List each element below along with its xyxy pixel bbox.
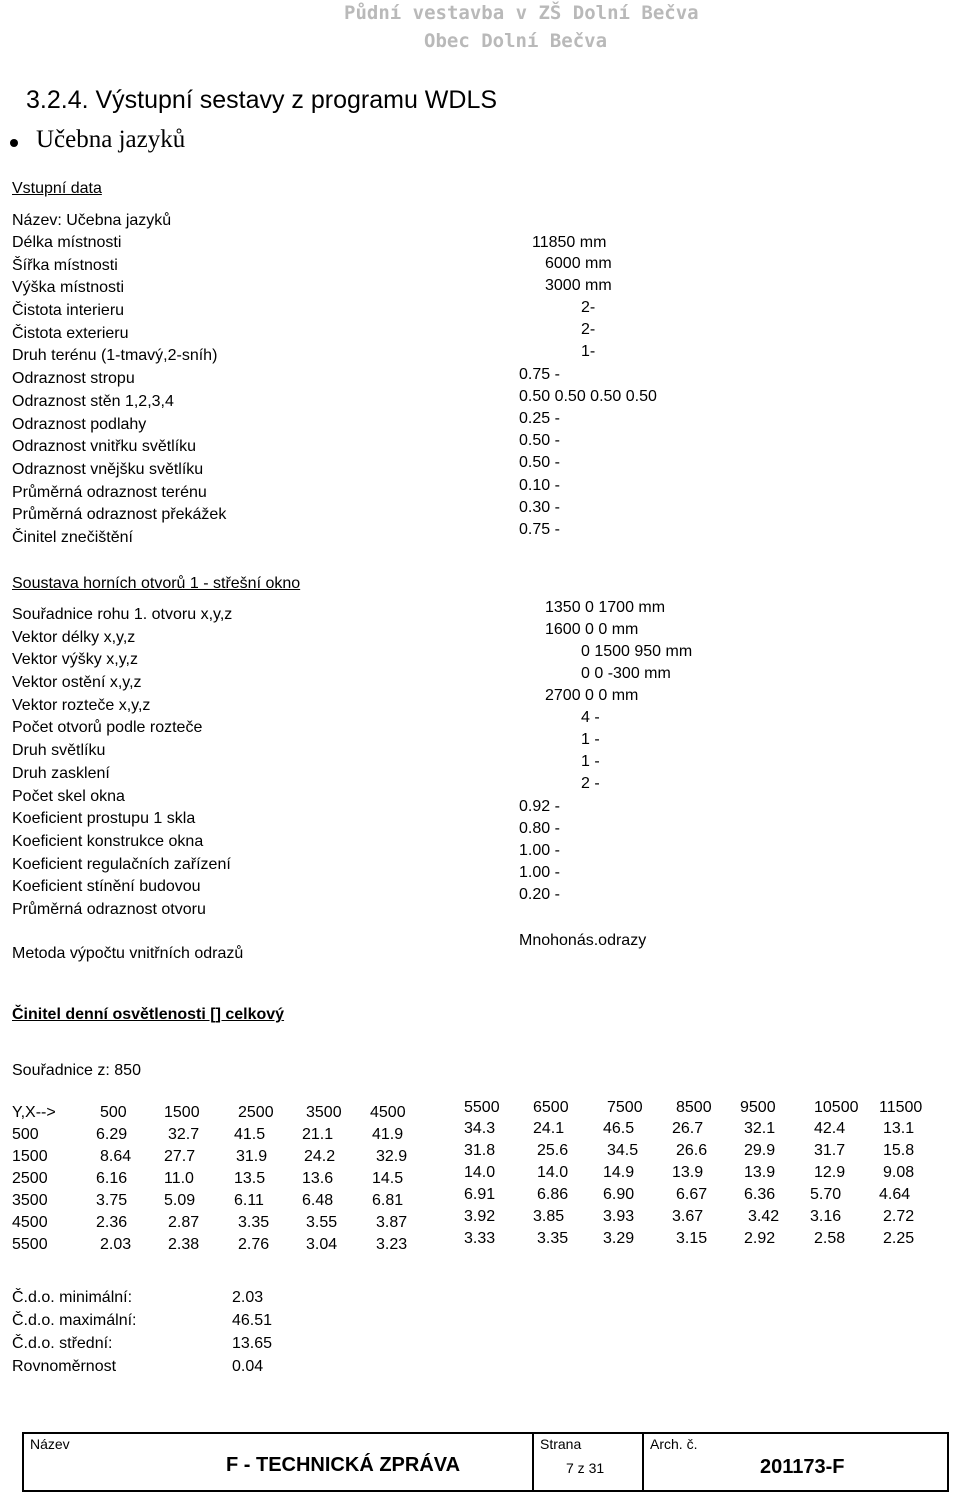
openings-label: Počet skel okna xyxy=(12,787,125,805)
openings-value: 0 0 -300 mm xyxy=(581,665,671,682)
table2-cell: 3.93 xyxy=(603,1208,635,1225)
table1-col-header: 500 xyxy=(100,1104,127,1121)
openings-value: 1.00 - xyxy=(519,864,560,881)
table2-cell: 26.7 xyxy=(672,1120,704,1137)
table2-cell: 46.5 xyxy=(603,1120,635,1137)
table2-cell: 3.35 xyxy=(537,1230,569,1247)
table2-cell: 6.36 xyxy=(744,1186,776,1203)
input-label: Čistota exterieru xyxy=(12,324,129,342)
table1-cell: 6.16 xyxy=(96,1170,128,1187)
table2-col-header: 8500 xyxy=(676,1099,712,1116)
table1-cell: 5.09 xyxy=(164,1192,196,1209)
table2-cell: 14.0 xyxy=(464,1164,496,1181)
openings-heading: Soustava horních otvorů 1 - střešní okno xyxy=(12,575,301,592)
table2-cell: 14.0 xyxy=(537,1164,569,1181)
footer-page-value: 7 z 31 xyxy=(566,1460,605,1476)
table2-cell: 2.58 xyxy=(814,1230,846,1247)
input-label: Výška místnosti xyxy=(12,279,125,297)
table2-cell: 12.9 xyxy=(814,1164,846,1181)
input-label: Odraznost stropu xyxy=(12,370,135,388)
openings-value: 1600 0 0 mm xyxy=(545,621,639,638)
table1-cell: 2.03 xyxy=(100,1236,132,1253)
input-label: Délka místnosti xyxy=(12,234,122,251)
table1-col-header: 2500 xyxy=(238,1104,274,1121)
table1-row-header: 3500 xyxy=(12,1192,48,1209)
openings-label: Druh světlíku xyxy=(12,742,106,760)
table2-cell: 5.70 xyxy=(810,1186,842,1203)
input-label: Průměrná odraznost překážek xyxy=(12,506,227,524)
openings-value: 1.00 - xyxy=(519,842,560,859)
table2-cell: 4.64 xyxy=(879,1186,911,1203)
table2-col-header: 9500 xyxy=(740,1099,776,1116)
openings-value: 1 - xyxy=(581,753,600,770)
table2-cell: 31.8 xyxy=(464,1142,496,1159)
table2-cell: 24.1 xyxy=(533,1120,565,1137)
table1-cell: 6.48 xyxy=(302,1192,334,1209)
input-label: Šířka místnosti xyxy=(12,256,118,274)
table1-cell: 14.5 xyxy=(372,1170,404,1187)
input-label: Odraznost podlahy xyxy=(12,415,147,433)
table2-cell: 15.8 xyxy=(883,1142,915,1159)
method-label: Metoda výpočtu vnitřních odrazů xyxy=(12,945,244,962)
openings-value: 2700 0 0 mm xyxy=(545,687,639,704)
openings-label: Koeficient konstrukce okna xyxy=(12,832,204,850)
input-value: 0.10 - xyxy=(519,477,560,494)
table1-cell: 21.1 xyxy=(302,1126,334,1143)
openings-label: Koeficient regulačních zařízení xyxy=(12,855,231,873)
openings-value: 0.92 - xyxy=(519,798,560,815)
table2-cell: 9.08 xyxy=(883,1164,915,1181)
table1-cell: 27.7 xyxy=(164,1148,196,1165)
input-value: 0.30 - xyxy=(519,499,560,516)
table2-cell: 3.42 xyxy=(748,1208,780,1225)
table1-cell: 3.35 xyxy=(238,1214,270,1231)
openings-label: Vektor ostění x,y,z xyxy=(12,674,142,692)
table1-cell: 2.36 xyxy=(96,1214,128,1231)
section-heading: 3.2.4. Výstupní sestavy z programu WDLS xyxy=(26,86,498,114)
openings-label: Koeficient stínění budovou xyxy=(12,878,201,896)
table2-cell: 3.33 xyxy=(464,1230,496,1247)
openings-label: Vektor rozteče x,y,z xyxy=(12,696,151,714)
table1-cell: 41.5 xyxy=(234,1126,266,1143)
input-label: Odraznost vnitřku světlíku xyxy=(12,438,197,456)
footer-divider xyxy=(642,1434,644,1490)
input-label: Čistota interieru xyxy=(12,302,125,320)
table2-cell: 13.9 xyxy=(672,1164,704,1181)
table1-cell: 6.81 xyxy=(372,1192,404,1209)
table1-cell: 3.23 xyxy=(376,1236,408,1253)
footer-name-label: Název xyxy=(30,1436,70,1452)
table1-cell: 3.55 xyxy=(306,1214,338,1231)
table1-cell: 8.64 xyxy=(100,1148,132,1165)
input-value: 11850 mm xyxy=(532,234,607,251)
openings-label: Počet otvorů podle rozteče xyxy=(12,719,203,737)
input-heading: Vstupní data xyxy=(12,180,102,197)
openings-labels xyxy=(12,605,232,923)
table2-cell: 3.67 xyxy=(672,1208,704,1225)
openings-value: 0 1500 950 mm xyxy=(581,643,693,660)
input-value: 0.50 - xyxy=(519,454,560,471)
table2-cell: 31.7 xyxy=(814,1142,846,1159)
input-label: Odraznost stěn 1,2,3,4 xyxy=(12,392,174,410)
df-heading: Činitel denní osvětlenosti [] celkový xyxy=(12,1006,285,1023)
table2-col-header: 6500 xyxy=(533,1099,569,1116)
table2-cell: 6.91 xyxy=(464,1186,496,1203)
table1-cell: 3.04 xyxy=(306,1236,338,1253)
input-value: 0.50 - xyxy=(519,432,560,449)
table1-row-header: 1500 xyxy=(12,1148,48,1165)
input-name-row: Název: Učebna jazyků xyxy=(12,212,172,229)
input-value: 3000 mm xyxy=(545,277,612,294)
table1-cell: 6.11 xyxy=(234,1192,264,1209)
openings-value: 1350 0 1700 mm xyxy=(545,599,666,616)
openings-label: Vektor výšky x,y,z xyxy=(12,651,138,669)
table2-cell: 34.3 xyxy=(464,1120,496,1137)
title-block xyxy=(22,1432,949,1492)
summary-value: 46.51 xyxy=(232,1312,273,1329)
summary-value: 0.04 xyxy=(232,1358,264,1375)
openings-label: Druh zasklení xyxy=(12,764,110,782)
table2-cell: 13.9 xyxy=(744,1164,776,1181)
table1-cell: 6.29 xyxy=(96,1126,128,1143)
input-labels xyxy=(12,233,226,551)
table2-cell: 32.1 xyxy=(744,1120,776,1137)
table1-col-header: 4500 xyxy=(370,1104,406,1121)
table1-cell: 3.75 xyxy=(96,1192,128,1209)
input-value: 1- xyxy=(581,343,596,360)
summary-label: Č.d.o. maximální: xyxy=(12,1312,137,1329)
input-label: Druh terénu (1-tmavý,2-sníh) xyxy=(12,347,218,365)
header-subtitle: Obec Dolní Bečva xyxy=(424,30,608,52)
room-title: Učebna jazyků xyxy=(36,126,186,153)
table2-cell: 3.16 xyxy=(810,1208,842,1225)
table2-cell: 25.6 xyxy=(537,1142,569,1159)
table2-cell: 14.9 xyxy=(603,1164,635,1181)
input-value: 0.75 - xyxy=(519,521,560,538)
bullet-icon xyxy=(10,139,18,147)
table2-cell: 26.6 xyxy=(676,1142,708,1159)
table1-cell: 2.38 xyxy=(168,1236,200,1253)
summary-value: 2.03 xyxy=(232,1289,264,1306)
input-value: 0.25 - xyxy=(519,410,560,427)
table1-cell: 3.87 xyxy=(376,1214,408,1231)
table2-cell: 2.72 xyxy=(883,1208,915,1225)
table2-col-header: 7500 xyxy=(607,1099,643,1116)
openings-value: 2 - xyxy=(581,775,600,792)
table1-cell: 2.76 xyxy=(238,1236,270,1253)
table2-cell: 29.9 xyxy=(744,1142,776,1159)
openings-label: Souřadnice rohu 1. otvoru x,y,z xyxy=(12,606,233,623)
openings-value: 1 - xyxy=(581,731,600,748)
table2-cell: 3.29 xyxy=(603,1230,635,1247)
table2-col-header: 11500 xyxy=(879,1099,923,1116)
table2-col-header: 10500 xyxy=(814,1099,859,1116)
table1-row-header: 4500 xyxy=(12,1214,48,1231)
footer-name-value: F - TECHNICKÁ ZPRÁVA xyxy=(226,1454,461,1476)
table1-col-header: 3500 xyxy=(306,1104,342,1121)
df-coordinate: Souřadnice z: 850 xyxy=(12,1062,141,1079)
footer-page-label: Strana xyxy=(540,1436,582,1452)
input-value: 6000 mm xyxy=(545,255,612,272)
table1-row-header: 5500 xyxy=(12,1236,48,1253)
openings-value: 4 - xyxy=(581,709,600,726)
table1-cell: 24.2 xyxy=(304,1148,336,1165)
table2-cell: 34.5 xyxy=(607,1142,639,1159)
input-value: 0.75 - xyxy=(519,366,560,383)
input-value: 2- xyxy=(581,321,596,338)
openings-label: Koeficient prostupu 1 skla xyxy=(12,810,196,828)
table2-cell: 2.92 xyxy=(744,1230,776,1247)
openings-value: 0.80 - xyxy=(519,820,560,837)
table1-cell: 13.5 xyxy=(234,1170,266,1187)
table1-cell: 31.9 xyxy=(236,1148,268,1165)
table2-cell: 2.25 xyxy=(883,1230,915,1247)
summary-label: Rovnoměrnost xyxy=(12,1358,117,1375)
table1-cell: 13.6 xyxy=(302,1170,334,1187)
summary-label: Č.d.o. minimální: xyxy=(12,1289,133,1306)
openings-label: Průměrná odraznost otvoru xyxy=(12,900,206,918)
table1-cell: 41.9 xyxy=(372,1126,404,1143)
openings-label: Vektor délky x,y,z xyxy=(12,628,136,646)
openings-value: 0.20 - xyxy=(519,886,560,903)
header-title: Půdní vestavba v ZŠ Dolní Bečva xyxy=(344,2,699,24)
table1-cell: 11.0 xyxy=(164,1170,194,1187)
table1-row-header: 500 xyxy=(12,1126,39,1143)
table1-col-header: 1500 xyxy=(164,1104,200,1121)
input-label: Činitel znečištění xyxy=(12,528,133,546)
table2-cell: 3.15 xyxy=(676,1230,708,1247)
table1-corner: Y,X--> xyxy=(12,1104,56,1121)
footer-arch-value: 201173-F xyxy=(760,1456,845,1478)
table1-row-header: 2500 xyxy=(12,1170,48,1187)
table2-cell: 3.92 xyxy=(464,1208,496,1225)
table2-cell: 13.1 xyxy=(883,1120,915,1137)
table2-cell: 42.4 xyxy=(814,1120,846,1137)
table1-cell: 32.9 xyxy=(376,1148,408,1165)
method-value: Mnohonás.odrazy xyxy=(519,932,647,949)
input-value: 0.50 0.50 0.50 0.50 xyxy=(519,388,657,405)
footer-divider xyxy=(532,1434,534,1490)
footer-arch-label: Arch. č. xyxy=(650,1436,698,1452)
input-value: 2- xyxy=(581,299,596,316)
table1-cell: 2.87 xyxy=(168,1214,200,1231)
table2-col-header: 5500 xyxy=(464,1099,500,1116)
table2-cell: 6.86 xyxy=(537,1186,569,1203)
summary-value: 13.65 xyxy=(232,1335,273,1352)
table2-cell: 6.67 xyxy=(676,1186,708,1203)
summary-label: Č.d.o. střední: xyxy=(12,1335,113,1352)
input-label: Odraznost vnějšku světlíku xyxy=(12,460,204,478)
table2-cell: 6.90 xyxy=(603,1186,635,1203)
table1-cell: 32.7 xyxy=(168,1126,200,1143)
table2-cell: 3.85 xyxy=(533,1208,565,1225)
input-label: Průměrná odraznost terénu xyxy=(12,483,207,501)
